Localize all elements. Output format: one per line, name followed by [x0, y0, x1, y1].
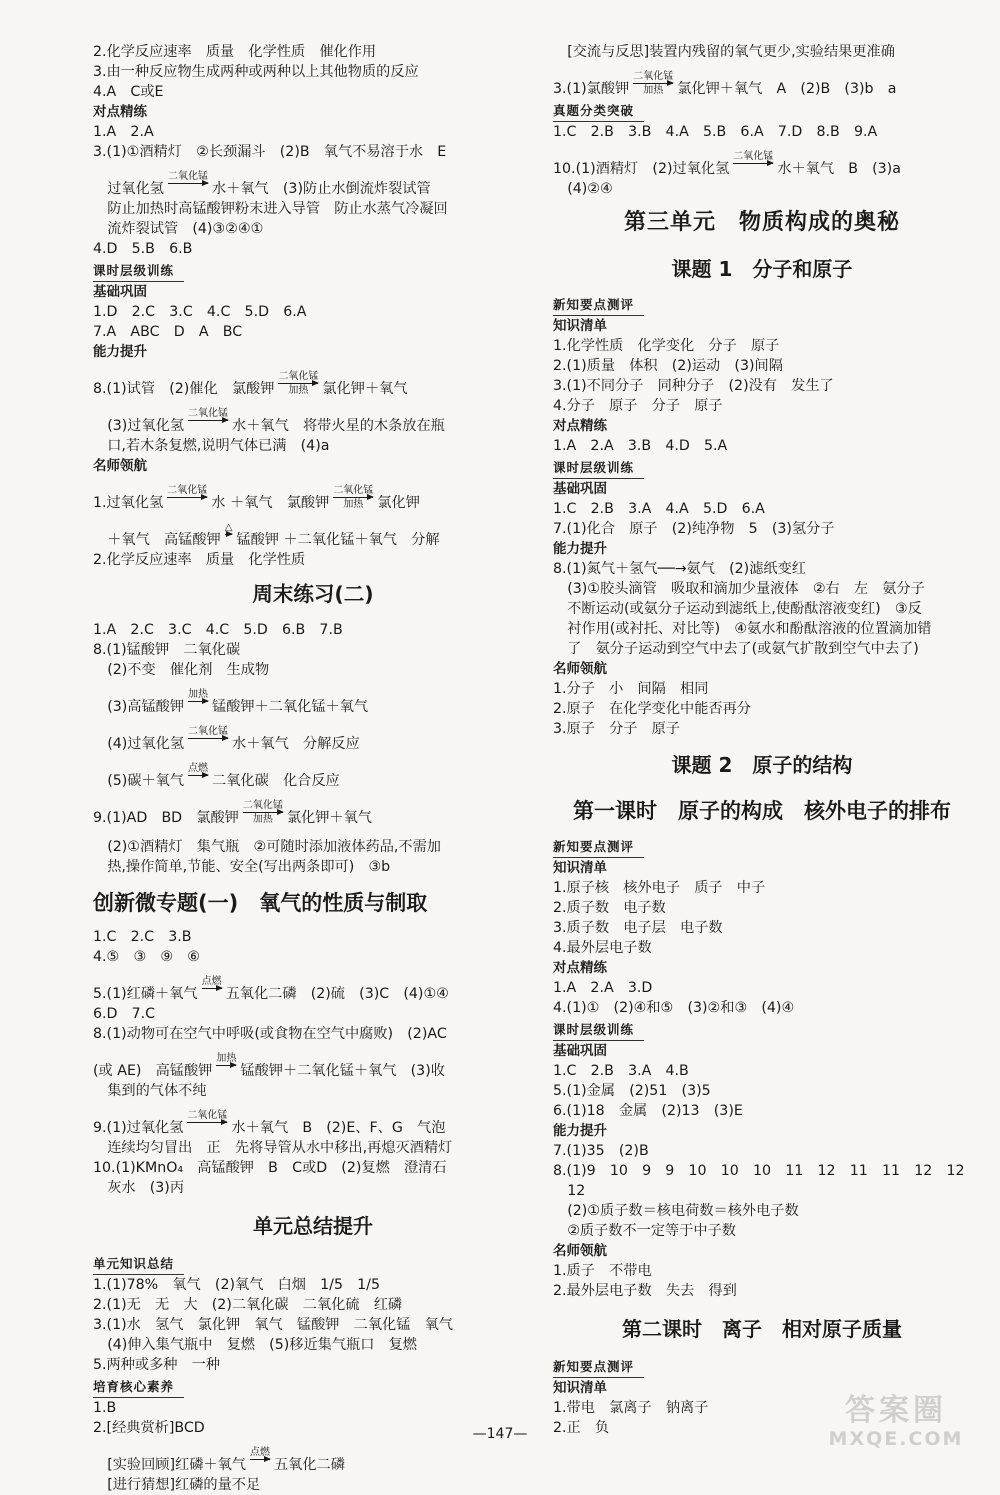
- equation-products: 水＋氧气 分解反应: [232, 736, 360, 752]
- equation-line: [93, 976, 533, 1004]
- section-label: 对点精练: [553, 418, 607, 434]
- section-label: 基础巩固: [93, 284, 147, 300]
- heading: 周末练习(二): [252, 582, 374, 606]
- equation-products: 锰酸钾＋二氧化锰＋氧气: [212, 699, 369, 715]
- arrow-icon: [216, 1065, 236, 1066]
- answer-line: 防止加热时高锰酸钾粉末进入导管 防止水蒸气冷凝回: [93, 201, 448, 217]
- answer-line: 1.C 2.B 3.A 4.A 5.D 6.A: [553, 501, 765, 517]
- reaction-arrow: [329, 485, 377, 510]
- equation-line: [93, 1447, 533, 1475]
- section-label: 对点精练: [553, 960, 607, 976]
- answer-line: 3.(1)不同分子 同种分子 (2)没有 发生了: [553, 378, 834, 394]
- arrow-icon: [188, 738, 228, 739]
- answer-line: 7.A ABC D A BC: [93, 324, 243, 340]
- reaction-condition-above: 点燃: [188, 763, 209, 774]
- answer-line: [进行猜想]红磷的量不足: [93, 1477, 261, 1493]
- answer-line: 3.由一种反应物生成两种或两种以上其他物质的反应: [93, 64, 419, 80]
- section-label: 能力提升: [553, 541, 607, 557]
- subsection-label: 新知要点测评: [553, 837, 644, 858]
- arrow-icon: [243, 812, 283, 813]
- subsection-label: 培育核心素养: [93, 1377, 184, 1398]
- reaction-arrow: [183, 1110, 231, 1135]
- equation-line: [553, 151, 971, 179]
- heading: 第一课时 原子的构成 核外电子的排布: [573, 799, 951, 823]
- equation-reactants: 9.(1)AD BD 氯酸钾: [93, 810, 239, 826]
- heading: 创新微专题(一) 氧气的性质与制取: [93, 891, 428, 915]
- answer-line: 8.(1)锰酸钾 二氧化碳: [93, 642, 241, 658]
- arrow-icon: [225, 534, 233, 535]
- reaction-condition-below: [188, 703, 208, 714]
- heading: 单元总结提升: [253, 1214, 373, 1238]
- equation-reactants: 3.(1)氯酸钾: [553, 81, 630, 97]
- reaction-arrow: [164, 171, 212, 196]
- equation-line: [93, 763, 533, 791]
- answer-line: 灰水 (3)丙: [93, 1180, 185, 1196]
- answer-line: 1.带电 氯离子 钠离子: [553, 1400, 709, 1416]
- reaction-arrow: [184, 689, 212, 714]
- reaction-condition-below: 加热: [288, 385, 309, 396]
- answer-line: 1.A 2.A 3.D: [553, 980, 653, 996]
- arrow-icon: [168, 183, 208, 184]
- heading: 第二课时 离子 相对原子质量: [622, 1317, 902, 1341]
- answer-line: 1.A 2.C 3.C 4.C 5.D 6.B 7.B: [93, 622, 343, 638]
- equation-products: 氯化钾＋氧气: [322, 381, 408, 397]
- equation-products: 水＋氧气 (3)防止水倒流炸裂试管: [211, 181, 431, 197]
- arrow-icon: [633, 83, 673, 84]
- answer-line: 12: [553, 1183, 586, 1199]
- reaction-condition-below: 加热: [343, 499, 364, 510]
- subsection-block: [553, 1018, 971, 1041]
- equation-reactants: (3)高锰酸钾: [93, 699, 185, 715]
- answer-line: 1.C 2.B 3.B 4.A 5.B 6.A 7.D 8.B 9.A: [553, 124, 878, 140]
- reaction-condition-above: 二氧化锰: [242, 800, 283, 811]
- arrow-icon: [187, 1122, 227, 1123]
- section-label: 知识清单: [553, 318, 607, 334]
- reaction-condition-below: [733, 165, 773, 176]
- reaction-arrow: [198, 976, 226, 1001]
- answer-line: 4.分子 原子 分子 原子: [553, 398, 723, 414]
- subsection-label: 课时层级训练: [553, 1020, 644, 1041]
- answer-line: 1.A 2.A 3.B 4.D 5.A: [553, 438, 728, 454]
- answer-line: 1.分子 小 间隔 相同: [553, 681, 709, 697]
- subsection-label: 新知要点测评: [553, 295, 644, 316]
- section-label: 知识清单: [553, 1380, 607, 1396]
- answer-line: 衬作用(或衬托、对比等) ④氨水和酚酞溶液的位置滴加错: [553, 621, 932, 637]
- answer-line: 4.(1)① (2)④和⑤ (3)②和③ (4)④: [553, 1000, 795, 1016]
- reaction-condition-below: [188, 422, 228, 433]
- reaction-arrow: [184, 726, 232, 751]
- left-column: [93, 42, 533, 1495]
- equation-products: 五氧化二磷: [273, 1457, 345, 1473]
- watermark-logo: [806, 1394, 986, 1450]
- answer-line: 6.D 7.C: [93, 1006, 156, 1022]
- answer-line: 热,操作简单,节能、安全(写出两条即可) ③b: [93, 859, 391, 875]
- answer-line: 1.C 2.B 3.A 4.B: [553, 1063, 689, 1079]
- answer-line: 1.原子核 核外电子 质子 中子: [553, 880, 766, 896]
- page-number: —147—: [472, 1426, 528, 1442]
- arrow-icon: [188, 420, 228, 421]
- reaction-arrow: [163, 485, 211, 510]
- arrow-icon: [333, 497, 373, 498]
- reaction-arrow: [184, 763, 212, 788]
- reaction-condition-below: [187, 1124, 227, 1135]
- equation-line: [93, 522, 533, 550]
- equation-products: 水＋氧气 将带火星的木条放在瓶: [232, 418, 445, 434]
- section-label: 知识清单: [553, 860, 607, 876]
- reaction-condition-below: 加热: [252, 814, 273, 825]
- equation-reactants: (3)过氧化氢: [93, 418, 185, 434]
- answer-line: 了 氨分子运动到空气中去了(或氨气扩散到空气中去了): [553, 641, 919, 657]
- equation-reactants: 10.(1)酒精灯 (2)过氧化氢: [553, 161, 730, 177]
- arrow-icon: [250, 1459, 270, 1460]
- reaction-condition-above: 二氧化锰: [188, 726, 229, 737]
- equation-line: [93, 485, 533, 513]
- arrow-icon: [278, 383, 318, 384]
- answer-line: 4.最外层电子数: [553, 940, 652, 956]
- reaction-condition-above: 点燃: [249, 1447, 270, 1458]
- arrow-icon: [202, 988, 222, 989]
- equation-middle: 水 ＋氧气 氯酸钾: [211, 495, 330, 511]
- reaction-condition-below: [250, 1461, 270, 1472]
- subsection-block: [553, 835, 971, 858]
- equation-line: [93, 408, 533, 436]
- right-column: [553, 42, 971, 1438]
- equation-line: [93, 1110, 533, 1138]
- subsection-label: 课时层级训练: [553, 458, 644, 479]
- answer-line: (2)不变 催化剂 生成物: [93, 662, 270, 678]
- subsection-block: [93, 1252, 533, 1275]
- answer-line: (2)①质子数＝核电荷数＝核外电子数: [553, 1203, 799, 1219]
- reaction-condition-above: 二氧化锰: [167, 485, 208, 496]
- answer-line: 7.(1)35 (2)B: [553, 1143, 649, 1159]
- reaction-condition-below: [168, 185, 208, 196]
- equation-line: [93, 689, 533, 717]
- equation-reactants: [实验回顾]红磷＋氧气: [93, 1457, 246, 1473]
- watermark-url: MXQE.COM: [828, 1428, 964, 1450]
- subsection-block: [93, 1375, 533, 1398]
- equation-line: [93, 800, 533, 828]
- answer-line: (2)①酒精灯 集气瓶 ②可随时添加液体药品,不需加: [93, 839, 441, 855]
- reaction-arrow: [729, 151, 777, 176]
- subsection-label: 课时层级训练: [93, 261, 184, 282]
- answer-line: 5.(1)金属 (2)51 (3)5: [553, 1083, 711, 1099]
- reaction-arrow: [212, 1053, 240, 1078]
- answer-line: 8.(1)9 10 9 9 10 10 10 11 12 11 11 12 12: [553, 1163, 965, 1179]
- subsection-block: [553, 293, 971, 316]
- section-label: 能力提升: [93, 344, 147, 360]
- equation-line: [93, 171, 533, 199]
- answer-line: 1.化学性质 化学变化 分子 原子: [553, 338, 780, 354]
- subsection-block: [93, 259, 533, 282]
- subsection-block: [553, 456, 971, 479]
- arrow-icon: [188, 701, 208, 702]
- equation-reactants: ＋氧气 高锰酸钾: [93, 532, 221, 548]
- section-label: 能力提升: [553, 1123, 607, 1139]
- equation-products: 五氧化二磷 (2)硫 (3)C (4)①④: [225, 986, 449, 1002]
- equation-reactants: 9.(1)过氧化氢: [93, 1120, 184, 1136]
- subsection-block: [553, 99, 971, 122]
- reaction-condition-below: [225, 536, 233, 547]
- reaction-condition-below: [167, 499, 207, 510]
- answer-line: 1.A 2.A: [93, 124, 154, 140]
- answer-line: 2.(1)质量 体积 (2)运动 (3)间隔: [553, 358, 783, 374]
- reaction-condition-above: 二氧化锰: [187, 1110, 228, 1121]
- equation-products: 水＋氧气 B (2)E、F、G 气泡: [231, 1120, 446, 1136]
- answer-line: 连续均匀冒出 正 先将导管从水中移出,再熄灭酒精灯: [93, 1140, 453, 1156]
- heading: 课题 1 分子和原子: [671, 257, 853, 281]
- equation-line: [93, 1053, 533, 1081]
- equation-products: 锰酸钾 ＋二氧化锰＋氧气 分解: [236, 532, 440, 548]
- answer-line: 1.B: [93, 1400, 117, 1416]
- reaction-condition-above: 加热: [216, 1053, 237, 1064]
- equation-reactants: (4)过氧化氢: [93, 736, 185, 752]
- reaction-condition-below: [202, 990, 222, 1001]
- equation-products: 氯化钾: [377, 495, 420, 511]
- answer-line: 8.(1)氮气＋氢气──→氨气 (2)滤纸变红: [553, 561, 806, 577]
- equation-reactants: (5)碳＋氧气: [93, 773, 185, 789]
- reaction-arrow: [629, 71, 677, 96]
- section-label: 名师领航: [553, 1243, 607, 1259]
- answer-line: 1.D 2.C 3.C 4.C 5.D 6.A: [93, 304, 307, 320]
- answer-line: 4.D 5.B 6.B: [93, 241, 193, 257]
- reaction-condition-above: 二氧化锰: [333, 485, 374, 496]
- equation-reactants: 过氧化氢: [93, 181, 164, 197]
- answer-line: 7.(1)化合 原子 (2)纯净物 5 (3)氢分子: [553, 521, 835, 537]
- answer-line: 2.化学反应速率 质量 化学性质: [93, 552, 306, 568]
- equation-products: 二氧化碳 化合反应: [212, 773, 340, 789]
- answer-line: 不断运动(或氨分子运动到滤纸上,使酚酞溶液变红) ③反: [553, 601, 922, 617]
- answer-line: 流炸裂试管 (4)③②④①: [93, 221, 264, 237]
- arrow-icon: [188, 775, 208, 776]
- reaction-condition-above: 加热: [188, 689, 209, 700]
- answer-line: 1.(1)78% 氧气 (2)氧气 白烟 1/5 1/5: [93, 1277, 380, 1293]
- watermark-title: 答案圈: [845, 1393, 947, 1428]
- equation-line: [553, 71, 971, 99]
- answer-line: 3.质子数 电子层 电子数: [553, 920, 723, 936]
- answer-line: 2.(1)无 无 大 (2)二氧化碳 二氧化硫 红磷: [93, 1297, 403, 1313]
- reaction-condition-above: 二氧化锰: [167, 171, 208, 182]
- answer-line: 5.两种或多种 一种: [93, 1357, 221, 1373]
- answer-line: (4)②④: [553, 181, 613, 197]
- answer-line: 2.最外层电子数 失去 得到: [553, 1283, 737, 1299]
- reaction-condition-above: 点燃: [201, 976, 222, 987]
- section-label: 基础巩固: [553, 1043, 607, 1059]
- equation-products: 氯化钾＋氧气 A (2)B (3)b a: [677, 81, 897, 97]
- equation-reactants: 8.(1)试管 (2)催化 氯酸钾: [93, 381, 275, 397]
- answer-line: 1.C 2.C 3.B: [93, 929, 192, 945]
- answer-line: 集到的气体不纯: [93, 1083, 207, 1099]
- subsection-label: 真题分类突破: [553, 101, 644, 122]
- equation-products: 水＋氧气 B (3)a: [777, 161, 901, 177]
- heading: 第三单元 物质构成的奥秘: [623, 210, 900, 235]
- answer-line: 2.[经典赏析]BCD: [93, 1420, 205, 1436]
- answer-line: 4.⑤ ③ ⑨ ⑥: [93, 949, 200, 965]
- reaction-condition-below: 加热: [643, 85, 664, 96]
- answer-line: (3)①胶头滴管 吸取和滴加少量液体 ②右 左 氨分子: [553, 581, 925, 597]
- answer-line: 3.(1)水 氢气 氯化钾 氧气 锰酸钾 二氧化锰 氧气: [93, 1317, 453, 1333]
- heading: 课题 2 原子的结构: [671, 753, 853, 777]
- answer-line: 3.(1)①酒精灯 ②长颈漏斗 (2)B 氧气不易溶于水 E: [93, 144, 447, 160]
- equation-line: [93, 726, 533, 754]
- answer-line: 2.正 负: [553, 1420, 610, 1436]
- reaction-arrow: [274, 371, 322, 396]
- equation-products: 锰酸钾＋二氧化锰＋氧气 (3)收: [240, 1063, 445, 1079]
- reaction-condition-below: [188, 777, 208, 788]
- section-label: 名师领航: [93, 458, 147, 474]
- answer-line: 3.原子 分子 原子: [553, 721, 681, 737]
- section-label: 名师领航: [553, 661, 607, 677]
- equation-reactants: (或 AE) 高锰酸钾: [93, 1063, 213, 1079]
- section-label: 对点精练: [93, 104, 147, 120]
- equation-reactants: 1.过氧化氢: [93, 495, 164, 511]
- answer-line: 2.原子 在化学变化中能否再分: [553, 701, 751, 717]
- reaction-condition-above: 二氧化锰: [733, 151, 774, 162]
- answer-line: 口,若木条复燃,说明气体已满 (4)a: [93, 438, 330, 454]
- answer-line: (4)伸入集气瓶中 复燃 (5)移近集气瓶口 复燃: [93, 1337, 417, 1353]
- answer-line: 4.A C或E: [93, 84, 164, 100]
- reaction-condition-above: 二氧化锰: [278, 371, 319, 382]
- reaction-arrow: [246, 1447, 274, 1472]
- arrow-icon: [733, 163, 773, 164]
- reaction-condition-above: △: [224, 522, 233, 533]
- reaction-condition-above: 二氧化锰: [188, 408, 229, 419]
- answer-line: 2.化学反应速率 质量 化学性质 催化作用: [93, 44, 377, 60]
- reaction-arrow: [221, 522, 237, 547]
- reaction-arrow: [239, 800, 287, 825]
- arrow-icon: [167, 497, 207, 498]
- equation-products: 氯化钾＋氧气: [286, 810, 372, 826]
- subsection-label: 新知要点测评: [553, 1357, 644, 1378]
- answer-line: 8.(1)动物可在空气中呼吸(或食物在空气中腐败) (2)AC: [93, 1026, 447, 1042]
- answer-line: 1.质子 不带电: [553, 1263, 652, 1279]
- answer-line: 10.(1)KMnO₄ 高锰酸钾 B C或D (2)复燃 澄清石: [93, 1160, 447, 1176]
- reaction-condition-above: 二氧化锰: [633, 71, 674, 82]
- equation-line: [93, 371, 533, 399]
- reaction-condition-below: [216, 1067, 236, 1078]
- subsection-label: 单元知识总结: [93, 1254, 184, 1275]
- answer-line: ②质子数不一定等于中子数: [553, 1223, 736, 1239]
- section-label: 基础巩固: [553, 481, 607, 497]
- answer-line: [交流与反思]装置内残留的氧气更少,实验结果更准确: [553, 44, 895, 60]
- answer-line: 6.(1)18 金属 (2)13 (3)E: [553, 1103, 743, 1119]
- answer-line: 2.质子数 电子数: [553, 900, 666, 916]
- reaction-condition-below: [188, 740, 228, 751]
- equation-reactants: 5.(1)红磷＋氧气: [93, 986, 198, 1002]
- subsection-block: [553, 1355, 971, 1378]
- reaction-arrow: [184, 408, 232, 433]
